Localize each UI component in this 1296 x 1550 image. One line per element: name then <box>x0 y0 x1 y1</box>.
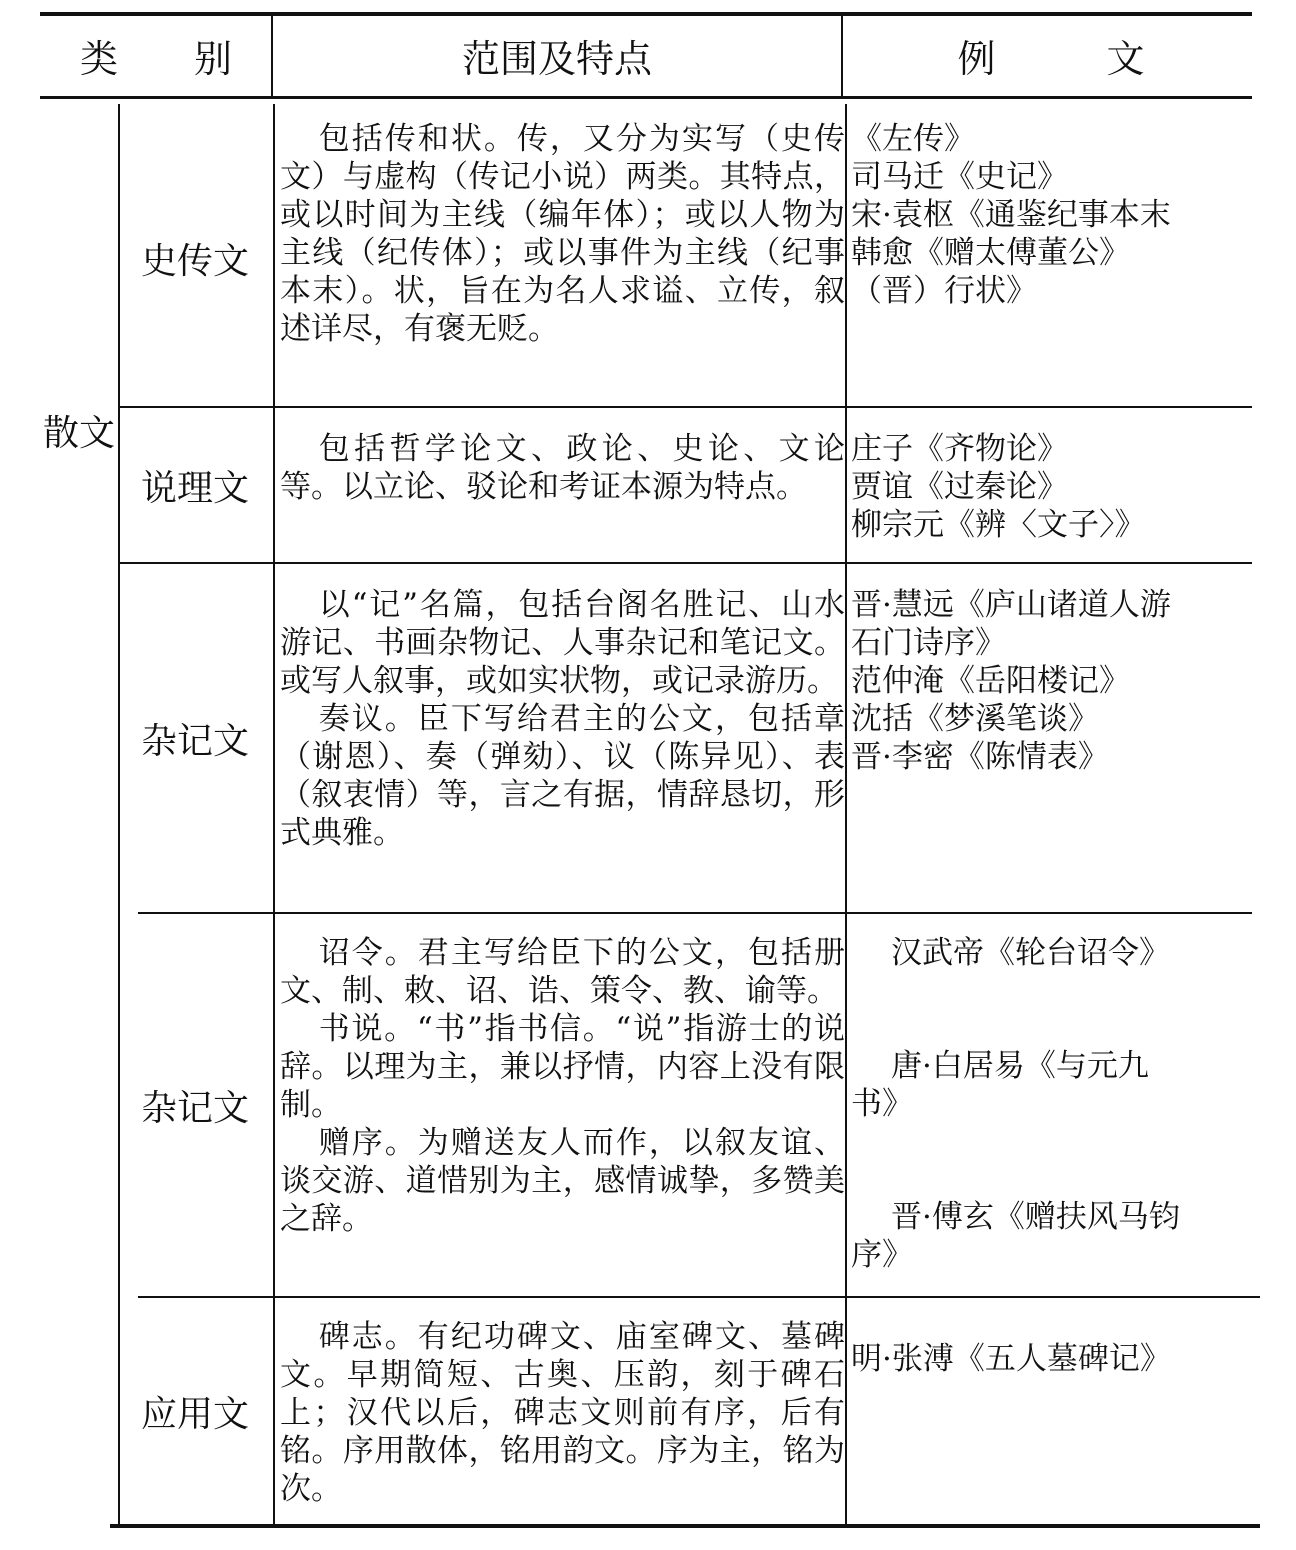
description-paragraph: 包括传和状。传，又分为实写（史传文）与虚构（传记小说）两类。其特点，或以时间为主线（编年体）；或以人物为主线（纪传体）；或以事件为主线（纪事本末）。状，旨在为名人求谥、立传，叙述详尽，有褒无贬。 <box>280 121 845 347</box>
example-item: 韩愈《赠太傅董公》 <box>851 235 1130 271</box>
description-paragraph: 碑志。有纪功碑文、庙室碑文、墓碑文。早期简短、古奥、压韵，刻于碑石上；汉代以后，碑志文则前有序，后有铭。序用散体，铭用韵文。序为主，铭为次。 <box>280 1319 845 1507</box>
example-item: 晋·傅玄《赠扶风马钧 <box>891 1199 1180 1235</box>
row-divider <box>138 912 1252 914</box>
description-paragraph: 包括哲学论文、政论、史论、文论等。以立论、驳论和考证本源为特点。 <box>280 431 845 505</box>
subcategory-label: 杂记文 <box>140 1087 249 1129</box>
example-item: 晋·李密《陈情表》 <box>851 739 1109 775</box>
header-example-b: 文 <box>1106 36 1145 81</box>
range-description <box>280 586 845 852</box>
description-paragraph: 诏令。君主写给臣下的公文，包括册文、制、敕、诏、诰、策令、教、谕等。 <box>280 935 845 1009</box>
example-item: （晋）行状》 <box>851 273 1037 309</box>
description-paragraph: 奏议。臣下写给君主的公文，包括章（谢恩）、奏（弹劾）、议（陈异见）、表（叙衷情）等，言之有据，情辞恳切，形式典雅。 <box>280 701 845 851</box>
table-row <box>118 1300 1260 1522</box>
description-paragraph: 赠序。为赠送友人而作，以叙友谊、谈交游、道惜别为主，感情诚挚，多赞美之辞。 <box>280 1125 845 1237</box>
range-description <box>280 1318 845 1508</box>
range-description <box>280 120 845 348</box>
example-item: 书》 <box>851 1086 913 1122</box>
example-list <box>851 120 1266 310</box>
example-item: 范仲淹《岳阳楼记》 <box>851 663 1130 699</box>
example-item: 唐·白居易《与元九 <box>891 1048 1149 1084</box>
bottom-rule <box>110 1524 1260 1528</box>
example-item: 汉武帝《轮台诏令》 <box>891 935 1170 971</box>
range-description <box>280 430 845 506</box>
example-list <box>851 586 1266 776</box>
example-item: 《左传》 <box>851 121 975 157</box>
description-paragraph: 书说。“书”指书信。“说”指游士的说辞。以理为主，兼以抒情，内容上没有限制。 <box>280 1011 845 1123</box>
group-label: 散文 <box>42 412 115 454</box>
table-row <box>118 410 1260 560</box>
example-item: 沈括《梦溪笔谈》 <box>851 701 1099 737</box>
header-rule <box>40 96 1252 99</box>
row-divider <box>138 1296 1260 1298</box>
header-category-a: 类 <box>80 36 119 81</box>
example-item: 庄子《齐物论》 <box>851 431 1068 467</box>
table-row <box>118 112 1260 404</box>
example-item: 柳宗元《辨〈文子〉》 <box>851 507 1146 543</box>
header-category-b: 别 <box>193 36 232 81</box>
example-item: 石门诗序》 <box>851 625 1006 661</box>
subcategory-label: 说理文 <box>140 467 249 509</box>
example-list <box>851 934 1266 1274</box>
subcategory-label: 史传文 <box>140 240 249 282</box>
example-item: 司马迁《史记》 <box>851 159 1068 195</box>
range-description <box>280 934 845 1238</box>
description-paragraph: 以“记”名篇，包括台阁名胜记、山水游记、书画杂物记、人事杂记和笔记文。或写人叙事，或如实状物，或记录游历。 <box>280 587 845 699</box>
example-list <box>851 430 1266 544</box>
example-item: 明·张溥《五人墓碑记》 <box>851 1341 1171 1377</box>
example-item: 序》 <box>851 1237 913 1273</box>
header-example <box>842 14 1260 96</box>
example-item: 贾谊《过秦论》 <box>851 469 1068 505</box>
header-range: 范围及特点 <box>461 36 652 81</box>
row-divider <box>118 562 1252 564</box>
example-list <box>851 1340 1266 1378</box>
table-row <box>118 916 1260 1294</box>
header-category <box>40 14 272 96</box>
row-divider <box>118 406 1252 408</box>
header-example-a: 例 <box>957 36 996 81</box>
subcategory-label: 杂记文 <box>140 720 249 762</box>
table-row <box>118 566 1260 910</box>
subcategory-label: 应用文 <box>140 1393 249 1435</box>
example-item: 宋·袁枢《通鉴纪事本末 <box>851 197 1171 233</box>
example-item: 晋·慧远《庐山诸道人游 <box>851 587 1171 623</box>
